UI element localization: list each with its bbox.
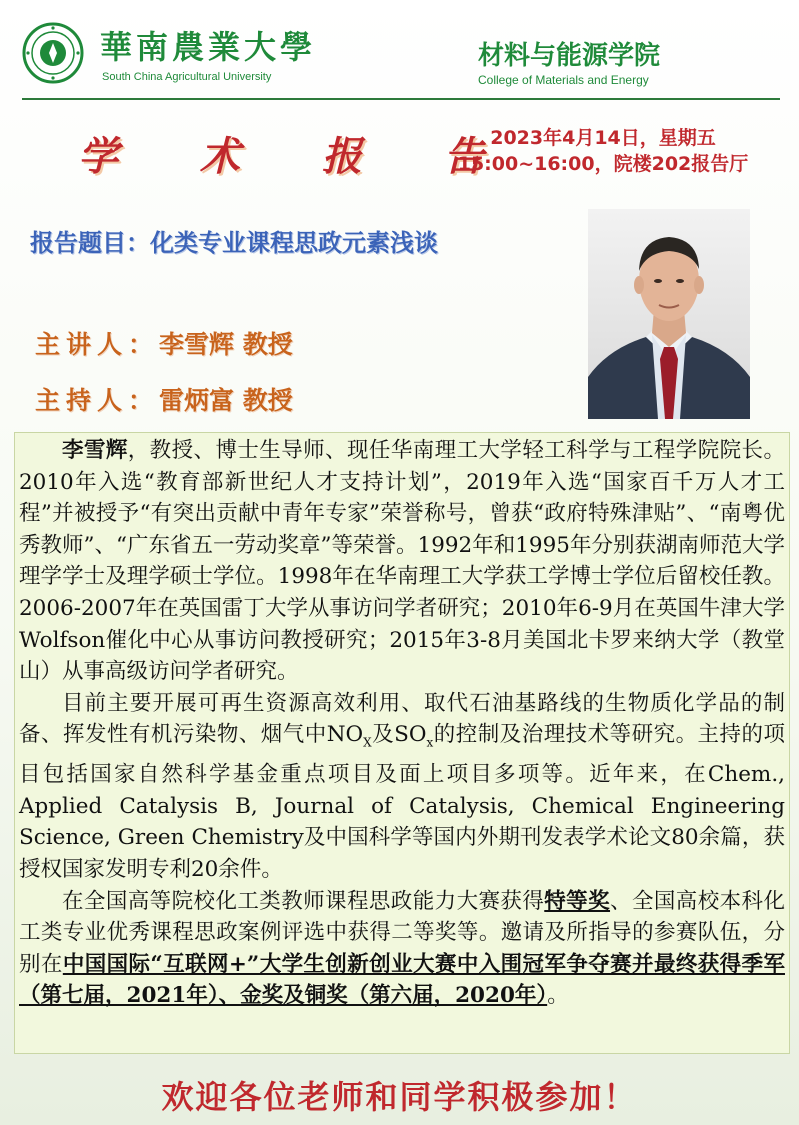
bio-p2-text-c: 的控制及治理技术等研究。主持的项目包括国家自然科学基金重点项目及面上项目多项等。近年来，在Chem., Applied Catalysis B, Journal of Catalysis, Chemical Engineering Science, Green Chemistry及中国科学等国内外期刊发表学术论文80余篇，获授权国家发明专利20余件。 bbox=[19, 722, 785, 883]
bio-p2-text-b: 及SO bbox=[371, 722, 427, 748]
college-name-en: College of Materials and Energy bbox=[478, 73, 649, 87]
bio-p3-awards: （第七届，2021年）、金奖及铜奖（第六届，2020年） bbox=[19, 983, 548, 1009]
bio-p3-text-b: 、全国高校本科化工类专业优秀课程思政案例评选中获得二等奖等。邀请及所指导的参赛队伍，分别在 bbox=[19, 888, 785, 977]
college-name-cn: 材料与能源学院 bbox=[478, 41, 661, 71]
bio-p2-sub1: X bbox=[363, 735, 372, 750]
event-label: 学 术 报 告 bbox=[78, 133, 518, 180]
university-logo-icon bbox=[22, 22, 84, 84]
bio-paragraph-3 bbox=[19, 886, 785, 1012]
speaker-biography bbox=[14, 432, 790, 1054]
speaker-line bbox=[35, 325, 293, 361]
speaker-name: 李雪辉 教授 bbox=[159, 330, 293, 359]
university-name-en: South China Agricultural University bbox=[102, 71, 272, 83]
bio-paragraph-1 bbox=[19, 435, 785, 688]
bio-p2-text-a: 目前主要开展可再生资源高效利用、取代石油基路线的生物质化学品的制备、挥发性有机污染物、烟气中NO bbox=[19, 690, 785, 748]
event-time-place: 15:00~16:00，院楼202报告厅 bbox=[457, 153, 749, 175]
bio-p2-sub2: x bbox=[426, 735, 434, 750]
university-name-cn: 華南農業大學 bbox=[100, 28, 317, 66]
bio-p3-competition: 中国国际“互联网+”大学生创新创业大赛中入围冠军争夺赛并最终获得季军 bbox=[62, 951, 785, 977]
bio-speaker-name: 李雪辉 bbox=[62, 438, 128, 463]
bio-p1-text: ，教授、博士生导师、现任华南理工大学轻工科学与工程学院院长。2010年入选“教育部新世纪人才支持计划”，2019年入选“国家百千万人才工程”并被授予“有突出贡献中青年专家”荣誉称号，曾获“政府特殊津贴”、“南粤优秀教师”、“广东省五一劳动奖章”等荣誉。1992年和1995年分别获湖南师范大学理学学士及理学硕士学位。1998年在华南理工大学获工学博士学位后留校任教。2006-2007年在英国雷丁大学从事访问学者研究；2010年6-9月在英国牛津大学Wolfson催化中心从事访问教授研究；2015年3-8月美国北卡罗来纳大学（教堂山）从事高级访问学者研究。 bbox=[19, 438, 785, 685]
bio-p3-prize: 特等奖 bbox=[544, 888, 611, 914]
host-name: 雷炳富 教授 bbox=[159, 386, 293, 415]
talk-title bbox=[30, 223, 438, 258]
speaker-photo bbox=[588, 209, 750, 419]
speaker-label: 主讲人： bbox=[35, 330, 160, 359]
header-divider bbox=[22, 98, 780, 100]
event-date: 2023年4月14日，星期五 bbox=[490, 127, 716, 149]
host-line bbox=[35, 381, 293, 417]
welcome-banner: 欢迎各位老师和同学积极参加！ bbox=[161, 1078, 638, 1116]
bio-p3-text-a: 在全国高等院校化工类教师课程思政能力大赛获得 bbox=[62, 888, 545, 914]
talk-title-text: 化类专业课程思政元素浅谈 bbox=[150, 229, 438, 257]
host-label: 主持人： bbox=[35, 386, 160, 415]
talk-title-prefix: 报告题目： bbox=[30, 229, 150, 257]
bio-paragraph-2 bbox=[19, 688, 785, 886]
bio-p3-end: 。 bbox=[547, 983, 569, 1009]
event-datetime bbox=[448, 125, 758, 177]
